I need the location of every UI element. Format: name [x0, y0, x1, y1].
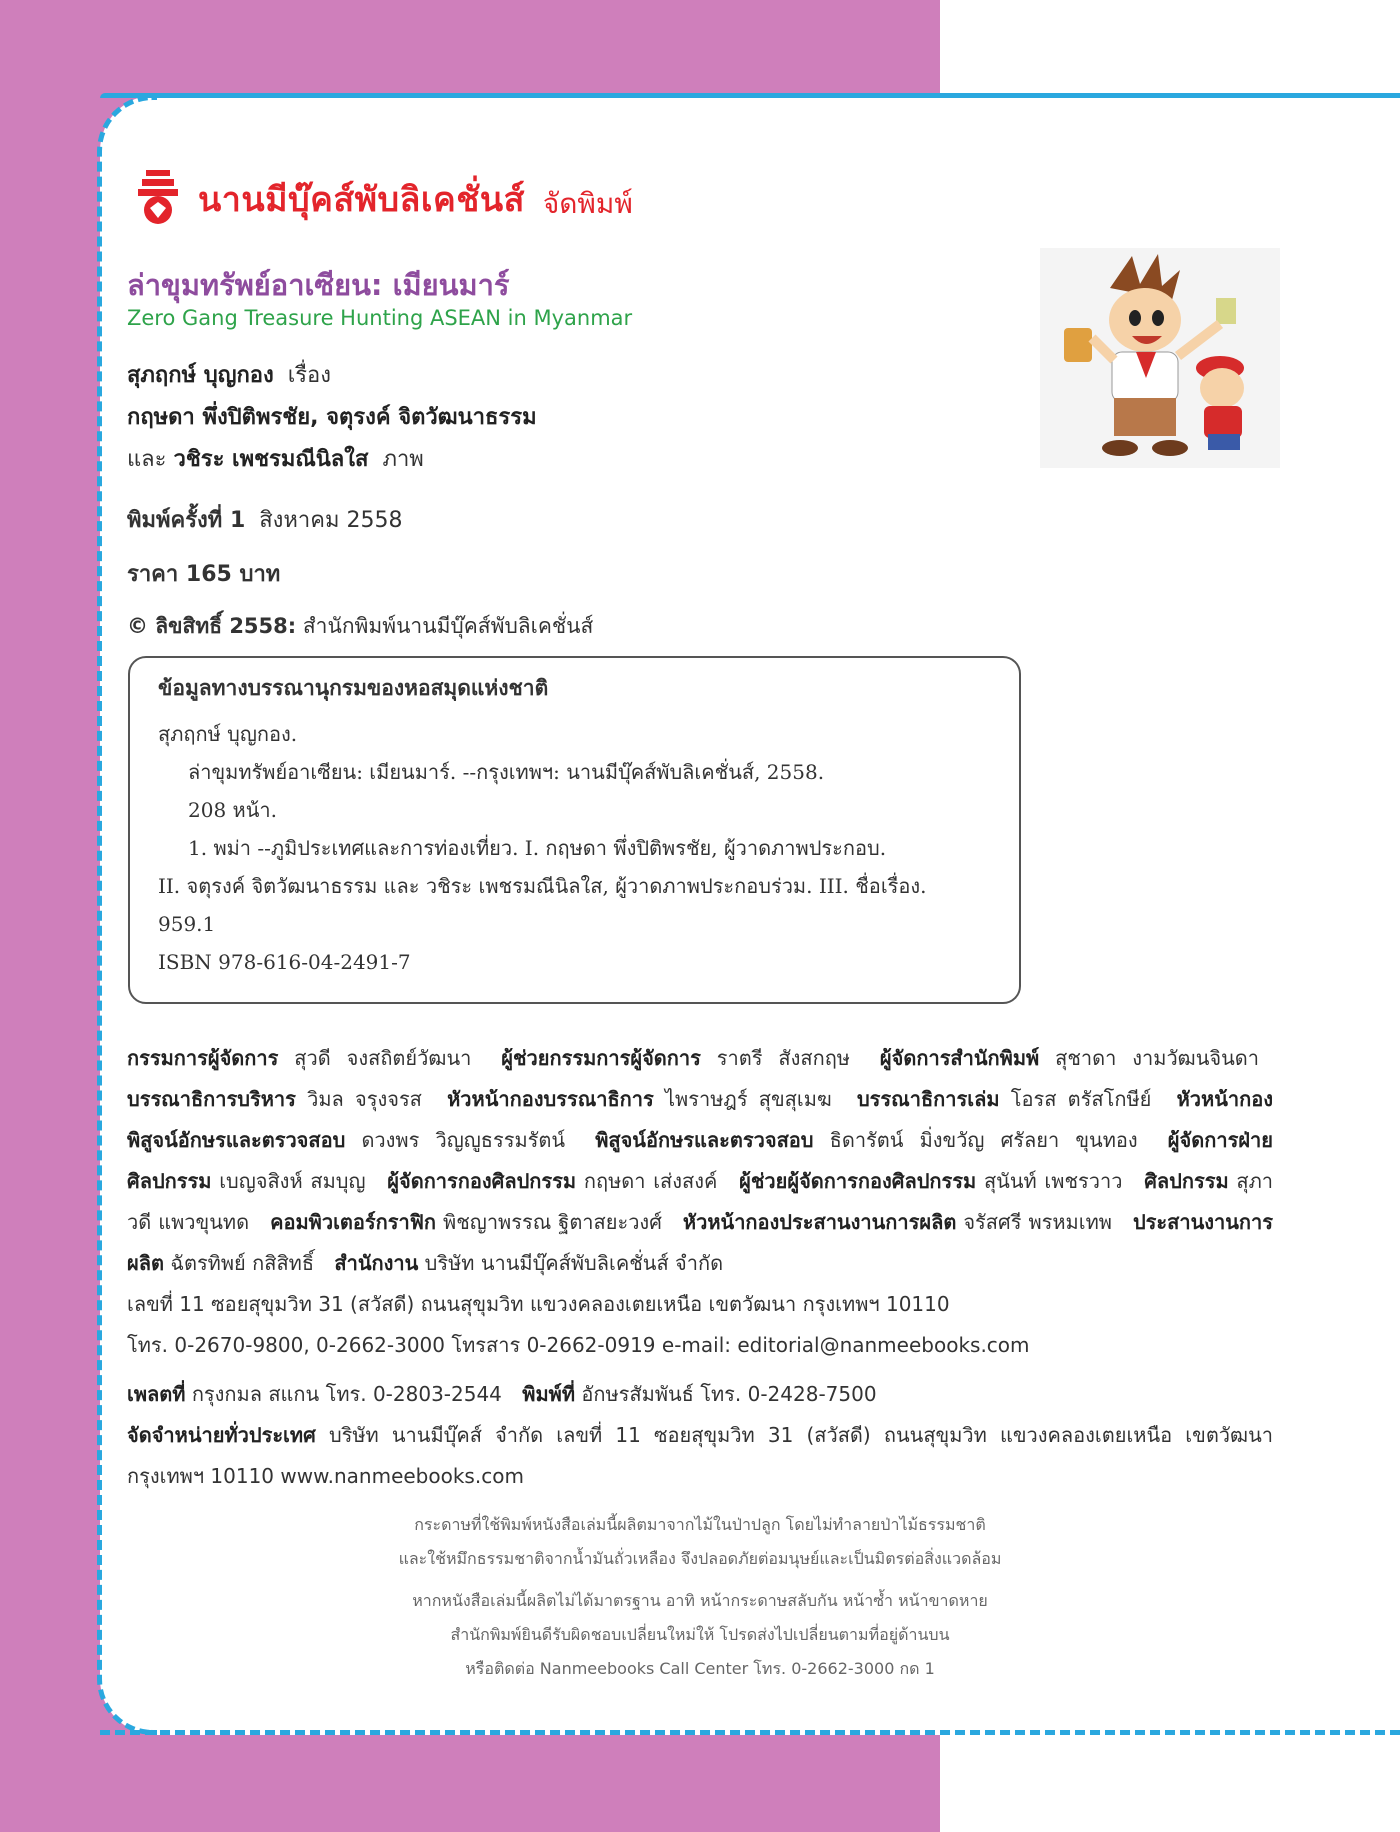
staff-name: บริษัท นานมีบุ๊คส์พับลิเคชั่นส์ จำกัด: [424, 1251, 724, 1275]
ship-logo-icon: [132, 166, 184, 226]
plate-value: กรุงกมล สแกน โทร. 0-2803-2544: [191, 1382, 502, 1406]
office-address: เลขที่ 11 ซอยสุขุมวิท 31 (สวัสดี) ถนนสุขุมวิท แขวงคลองเตยเหนือ เขตวัฒนา กรุงเทพฯ 10110: [127, 1292, 950, 1316]
staff-name: ไพราษฎร์ สุขสุเมฆ: [665, 1087, 832, 1111]
staff-name: วิมล จรุงจรส: [307, 1087, 422, 1111]
defect-note-line: หรือติดต่อ Nanmeebooks Call Center โทร. 0-2662-3000 กด 1: [465, 1659, 935, 1678]
staff-entry: [880, 1046, 1273, 1070]
copyright-label: © ลิขสิทธิ์ 2558:: [127, 614, 297, 638]
staff-role: ผู้จัดการกองศิลปกรรม: [387, 1169, 577, 1193]
printing-date: สิงหาคม 2558: [259, 508, 403, 533]
staff-role: หัวหน้ากองพิสูจน์อักษรและตรวจสอบ: [127, 1087, 1274, 1152]
printer-value: อักษรสัมพันธ์ โทร. 0-2428-7500: [581, 1382, 877, 1406]
staff-entry: [387, 1169, 731, 1193]
publisher-suffix: จัดพิมพ์: [542, 187, 633, 220]
cip-pages: 208 หน้า.: [188, 798, 277, 822]
author-role: เรื่อง: [287, 363, 332, 388]
cip-contributors: II. จตุรงค์ จิตวัฒนาธรรม และ วชิระ เพชรมณีนิลใส, ผู้วาดภาพประกอบร่วม. III. ชื่อเรื่อง.: [158, 874, 927, 898]
office-contact: โทร. 0-2670-9800, 0-2662-3000 โทรสาร 0-2662-0919 e-mail: editorial@nanmeebooks.com: [127, 1333, 1030, 1357]
staff-role: ประสานงานการผลิต: [127, 1210, 1274, 1275]
staff-role: พิสูจน์อักษรและตรวจสอบ: [595, 1128, 814, 1152]
staff-name: สุวดี จงสถิตย์วัฒนา: [294, 1046, 472, 1070]
distribution-value: บริษัท นานมีบุ๊คส์ จำกัด เลขที่ 11 ซอยสุขุมวิท 31 (สวัสดี) ถนนสุขุมวิท แขวงคลองเตยเหนือ เขตวัฒนา กรุงเทพฯ 10110 www.nanmeebooks.com: [127, 1423, 1274, 1488]
printer-role: พิมพ์ที่: [522, 1382, 576, 1406]
staff-entry: [334, 1251, 723, 1275]
staff-entry: [595, 1128, 1151, 1152]
dashed-border-top: [100, 93, 1400, 98]
illustrator3-name: วชิระ เพชรมณีนิลใส: [173, 447, 369, 472]
printing-label: พิมพ์ครั้งที่ 1: [127, 508, 246, 533]
staff-role: สำนักงาน: [334, 1251, 419, 1275]
footer-notes: [300, 1508, 1100, 1686]
distribution-line: [127, 1415, 1273, 1497]
staff-credits: [127, 1038, 1273, 1497]
staff-entry: [857, 1087, 1165, 1111]
author-name: สุภฤกษ์ บุญกอง: [127, 363, 274, 388]
staff-role: ผู้ช่วยกรรมการผู้จัดการ: [501, 1046, 701, 1070]
staff-entry: [270, 1210, 676, 1234]
staff-role: หัวหน้ากองประสานงานการผลิต: [682, 1210, 957, 1234]
publisher-header: [132, 166, 633, 226]
staff-name: กฤษดา เส่งสงค์: [583, 1169, 718, 1193]
printing-line: [127, 502, 402, 537]
plate-role: เพลตที่: [127, 1382, 186, 1406]
distribution-role: จัดจำหน่ายทั่วประเทศ: [127, 1423, 316, 1447]
illustrator3-line: [127, 439, 537, 481]
staff-role: ผู้ช่วยผู้จัดการกองศิลปกรรม: [739, 1169, 977, 1193]
book-title-thai: ล่าขุมทรัพย์อาเซียน: เมียนมาร์: [127, 268, 510, 302]
cip-subject: 1. พม่า --ภูมิประเทศและการท่องเที่ยว. I. กฤษดา พึ่งปิติพรชัย, ผู้วาดภาพประกอบ.: [188, 836, 887, 860]
paper-note-line: และใช้หมึกธรรมชาติจากน้ำมันถั่วเหลือง จึงปลอดภัยต่อมนุษย์และเป็นมิตรต่อสิ่งแวดล้อม: [398, 1549, 1002, 1568]
staff-role: ผู้จัดการฝ่ายศิลปกรรม: [127, 1128, 1273, 1193]
staff-name: ราตรี สังสกฤษ: [716, 1046, 850, 1070]
staff-name: จรัสศรี พรหมเทพ: [963, 1210, 1112, 1234]
publisher-name: นานมีบุ๊คส์พับลิเคชั่นส์: [198, 180, 525, 220]
staff-name: สุชาดา งามวัฒนจินดา: [1055, 1046, 1260, 1070]
staff-name: เบญจสิงห์ สมบุญ: [219, 1169, 366, 1193]
staff-name: ดวงพร วิญญูธรรมรัตน์: [361, 1128, 566, 1152]
price-line: ราคา 165 บาท: [127, 562, 281, 587]
author-line: [127, 355, 537, 397]
copyright-holder: สำนักพิมพ์นานมีบุ๊คส์พับลิเคชั่นส์: [302, 614, 594, 638]
staff-role: ผู้จัดการสำนักพิมพ์: [879, 1046, 1040, 1070]
staff-name: ฉัตรทิพย์ กสิสิทธิ์: [170, 1251, 315, 1275]
staff-entry: [739, 1169, 1136, 1193]
staff-role: บรรณาธิการบริหาร: [127, 1087, 296, 1111]
credits-block: [127, 355, 537, 481]
staff-role: บรรณาธิการเล่ม: [856, 1087, 1000, 1111]
staff-name: โอรส ตรัสโกษีย์: [1010, 1087, 1152, 1111]
staff-entry: [447, 1087, 846, 1111]
dashed-border-bottom: [100, 1730, 1400, 1735]
defect-note-line: หากหนังสือเล่มนี้ผลิตไม่ได้มาตรฐาน อาทิ หน้ากระดาษสลับกัน หน้าซ้ำ หน้าขาดหาย: [412, 1591, 988, 1610]
cip-classification: 959.1: [158, 912, 216, 936]
and-label: และ: [127, 447, 167, 472]
staff-entry: [683, 1210, 1126, 1234]
staff-name: ธิดารัตน์ มิ่งขวัญ ศรัลยา ขุนทอง: [829, 1128, 1138, 1152]
cataloging-title: ข้อมูลทางบรรณานุกรมของหอสมุดแห่งชาติ: [158, 676, 549, 700]
staff-role: หัวหน้ากองบรรณาธิการ: [447, 1087, 654, 1111]
cip-title-line: ล่าขุมทรัพย์อาเซียน: เมียนมาร์. --กรุงเทพฯ: นานมีบุ๊คส์พับลิเคชั่นส์, 2558.: [188, 760, 825, 784]
staff-role: ศิลปกรรม: [1144, 1169, 1229, 1193]
illustrators-line: [127, 397, 537, 439]
staff-entry: [127, 1087, 436, 1111]
paper-note-line: กระดาษที่ใช้พิมพ์หนังสือเล่มนี้ผลิตมาจากไม้ในป่าปลูก โดยไม่ทำลายป่าไม้ธรรมชาติ: [414, 1515, 986, 1534]
defect-note-line: สำนักพิมพ์ยินดีรับผิดชอบเปลี่ยนใหม่ให้ โปรดส่งไปเปลี่ยนตามที่อยู่ด้านบน: [450, 1625, 950, 1644]
staff-name: สุภาวดี แพวขุนทด: [127, 1169, 1274, 1234]
staff-entry: [501, 1046, 864, 1070]
cataloging-box: [128, 656, 1021, 1004]
book-title-english: Zero Gang Treasure Hunting ASEAN in Myanmar: [127, 306, 633, 330]
illustrator-names: กฤษดา พึ่งปิติพรชัย, จตุรงค์ จิตวัฒนาธรรม: [127, 405, 537, 430]
illustrator-role: ภาพ: [382, 447, 424, 472]
plate-printer-line: [127, 1374, 1273, 1415]
staff-entry: [127, 1046, 485, 1070]
staff-role: คอมพิวเตอร์กราฟิก: [270, 1210, 436, 1234]
copyright-line: [127, 610, 593, 643]
staff-name: พิชญาพรรณ ฐิตาสยะวงศ์: [443, 1210, 662, 1234]
staff-name: สุนันท์ เพชรวาว: [983, 1169, 1123, 1193]
cip-isbn: ISBN 978-616-04-2491-7: [158, 950, 411, 974]
cip-author: สุภฤกษ์ บุญกอง.: [158, 722, 298, 746]
staff-role: กรรมการผู้จัดการ: [127, 1046, 279, 1070]
cartoon-characters-illustration: [1040, 248, 1280, 468]
